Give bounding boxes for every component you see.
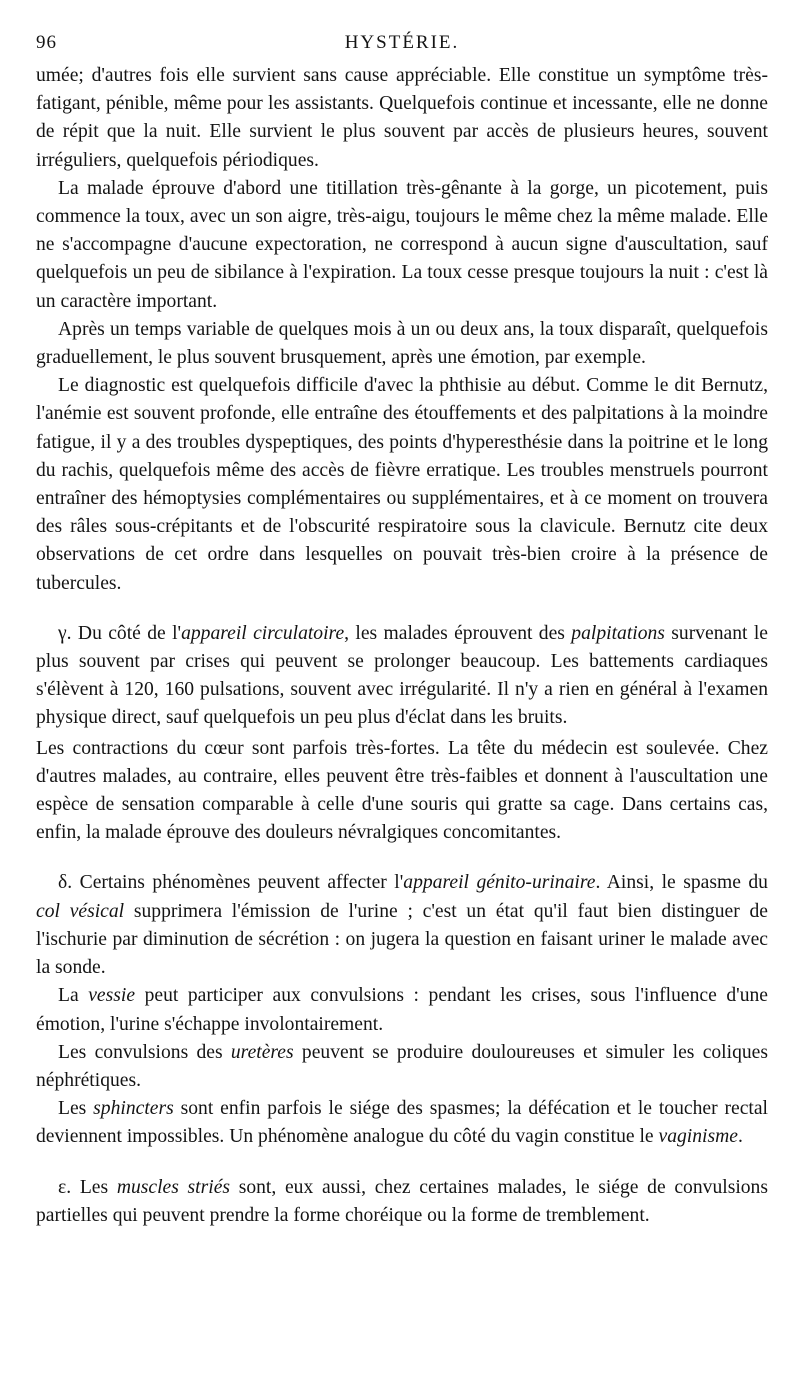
text-run: . (737, 1126, 743, 1148)
text-run: Les convulsions des (58, 1041, 231, 1063)
paragraph-diagnosis: Le diagnostic est quelquefois difficile d'avec la phthisie au début. Comme le dit Bernutz, l'anémie est souvent profonde, elle entraîne des étouffements et des palpitations à la moindre fatigue, il y a des troubles dyspeptiques, des points d'hyperesthésie dans la poitrine et le long du rachis, quelquefois même des accès de fièvre erratique. Les troubles menstruels pourront entraîner des hémoptysies complémentaires ou supplémentaires, et à ce moment on trouvera des râles sous-crépitants et de l'obscurité respiratoire sous la clavicule. Bernutz cite deux observations de cet ordre dans lesquelles on pouvait très-bien croire à la présence de tubercules. (36, 375, 768, 594)
italic-term: sphincters (93, 1098, 174, 1120)
text-run: . Ainsi, le spasme du (595, 872, 768, 894)
italic-term: palpitations (571, 622, 665, 644)
section-letter-epsilon: ε. (58, 1176, 72, 1198)
section-epsilon-striated-muscles (36, 1174, 768, 1230)
text-run: Certains phénomènes peuvent affecter l' (72, 872, 404, 894)
text-run: La (58, 985, 89, 1007)
text-run: sont, eux aussi, chez certaines malades, le siége de convulsions partielles qui peuvent prendre la forme choréique ou la forme de tremblement. (36, 1176, 768, 1226)
text-run: peuvent se produire douloureuses et simuler les coliques néphrétiques. (36, 1041, 768, 1091)
section-letter-delta: δ. (58, 872, 73, 894)
running-head (36, 26, 768, 62)
section-letter-gamma: γ. (58, 622, 72, 644)
text-run: Les (58, 1098, 94, 1120)
italic-term: vaginisme (658, 1126, 738, 1148)
text-run: supprimera l'émission de l'urine ; c'est un état qu'il faut bien distinguer de l'ischurie par diminution de sécrétion : on jugera la question en faisant uriner le malade avec la sonde. (36, 900, 768, 979)
page-number: 96 (36, 32, 57, 53)
section-gamma-circulatory (36, 620, 768, 733)
italic-term: vessie (88, 985, 136, 1007)
paragraph-sphincters (36, 1095, 768, 1151)
running-title: HYSTÉRIE. (344, 32, 460, 53)
italic-term: col vésical (36, 900, 125, 922)
paragraph-cough-description: La malade éprouve d'abord une titillation très-gênante à la gorge, un picotement, puis commence la toux, avec un son aigre, très-aigu, toujours le même chez la même malade. Elle ne s'accompagne d'aucune expectoration, ne correspond à aucun signe d'auscultation, sauf quelquefois un peu de sibilance à l'expiration. La toux cesse presque toujours la nuit : c'est là un caractère important. (36, 177, 768, 312)
italic-term: uretères (230, 1041, 294, 1063)
paragraph-cough-duration: Après un temps variable de quelques mois à un ou deux ans, la toux disparaît, quelquefois graduellement, le plus souvent brusquement, après une émotion, par exemple. (36, 318, 768, 369)
text-run: Les (71, 1176, 117, 1198)
text-run: peut participer aux convulsions : pendant les crises, sous l'influence d'une émotion, l'urine s'échappe involontairement. (36, 985, 768, 1035)
text-run: Du côté de l' (71, 622, 182, 644)
italic-term: appareil circulatoire (181, 622, 345, 644)
paragraph-ureters (36, 1039, 768, 1095)
text-run: survenant le plus souvent par crises qui peuvent se prolonger beaucoup. Les battements cardiaques s'élèvent à 120, 160 pulsations, souvent avec irrégularité. Il n'y a rien en général à l'examen physique direct, sauf quelquefois un peu plus d'éclat dans les bruits. (36, 622, 768, 729)
text-run: sont enfin parfois le siége des spasmes; la défécation et le toucher rectal deviennent impossibles. Un phénomène analogue du côté du vagin constitue le (36, 1098, 768, 1148)
italic-term: appareil génito-urinaire (403, 872, 596, 894)
italic-term: muscles striés (116, 1176, 231, 1198)
body-text (36, 62, 768, 1230)
paragraph-heart-contractions: Les contractions du cœur sont parfois très-fortes. La tête du médecin est soulevée. Chez d'autres malades, au contraire, elles peuvent être très-faibles et donnent à l'auscultation une espèce de sensation comparable à celle d'une souris qui gratte sa cage. Dans certains cas, enfin, la malade éprouve des douleurs névralgiques concomitantes. (36, 737, 768, 844)
book-page (36, 26, 768, 1230)
paragraph-cough-continuation: umée; d'autres fois elle survient sans cause appréciable. Elle constitue un symptôme très-fatigant, pénible, même pour les assistants. Quelquefois continue et incessante, elle ne donne de répit que la nuit. Elle survient le plus souvent par accès de plusieurs heures, souvent irréguliers, quelquefois périodiques. (36, 65, 768, 171)
paragraph-bladder (36, 982, 768, 1038)
section-delta-genito-urinary (36, 869, 768, 982)
text-run: , les malades éprouvent des (344, 622, 572, 644)
